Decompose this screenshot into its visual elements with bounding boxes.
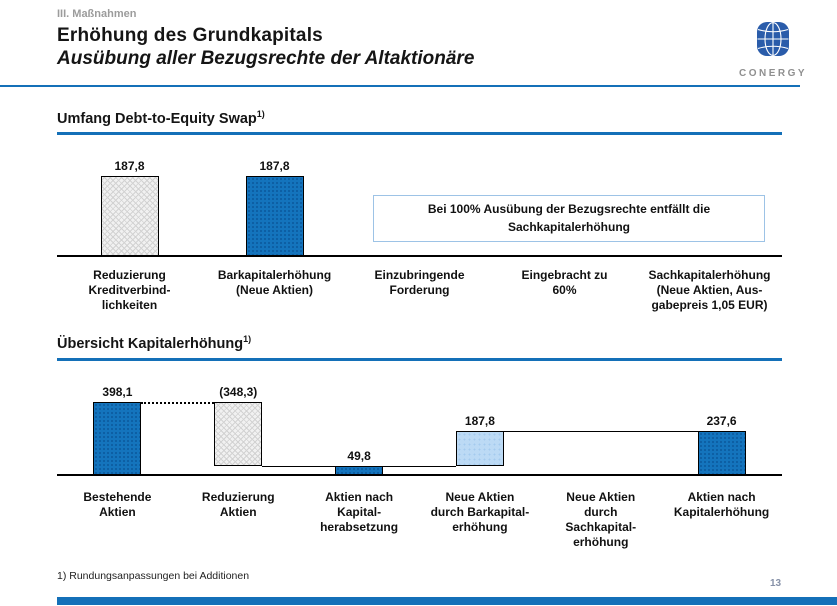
footnote: 1) Rundungsanpassungen bei Additionen xyxy=(57,570,250,582)
chart-debt-to-equity-swap xyxy=(57,150,782,350)
category-label: Neue Aktien durch Sachkapital- erhöhung xyxy=(565,490,637,549)
bar-value-label: 398,1 xyxy=(102,384,133,399)
callout-box xyxy=(373,195,765,242)
section2-heading-text: Übersicht Kapitalerhöhung xyxy=(57,335,244,352)
bar-value-label: 49,8 xyxy=(347,448,371,463)
section1-heading-footnote-ref: 1) xyxy=(256,109,265,119)
chart-kapitalerhoehung-waterfall xyxy=(57,375,782,570)
bar xyxy=(456,431,504,465)
x-axis-line xyxy=(57,255,782,257)
footer-bar xyxy=(57,597,837,605)
callout-line2: Sachkapitalerhöhung xyxy=(507,219,631,234)
category-label: Aktien nach Kapitalerhöhung xyxy=(673,490,770,519)
bar xyxy=(214,402,262,466)
bar xyxy=(698,431,746,475)
page-title: Erhöhung des Grundkapitals xyxy=(57,25,323,46)
x-axis-line xyxy=(57,474,782,476)
section1-divider xyxy=(57,132,782,135)
globe-icon xyxy=(753,49,793,66)
bar-value-label: 237,6 xyxy=(706,414,737,429)
bar-value-label: 187,8 xyxy=(114,159,145,174)
section2-heading xyxy=(57,334,251,352)
bar xyxy=(93,402,141,475)
conergy-logo xyxy=(726,20,820,79)
section1-heading-text: Umfang Debt-to-Equity Swap xyxy=(57,110,257,127)
bar xyxy=(335,466,383,475)
bar-value-label: 187,8 xyxy=(259,159,290,174)
bar xyxy=(101,176,159,256)
category-label: Sachkapitalerhöhung (Neue Aktien, Aus- gabepreis 1,05 EUR) xyxy=(648,268,771,312)
category-label: Bestehende Aktien xyxy=(83,490,152,519)
bar xyxy=(246,176,304,256)
connector-line xyxy=(504,431,698,432)
category-label: Reduzierung Aktien xyxy=(201,490,275,519)
header-divider xyxy=(0,85,800,87)
category-label: Reduzierung Kreditverbind- lichkeiten xyxy=(88,268,171,312)
breadcrumb: III. Maßnahmen xyxy=(57,8,137,20)
section2-divider xyxy=(57,358,782,361)
callout-line1: Bei 100% Ausübung der Bezugsrechte entfällt die xyxy=(427,202,711,217)
category-label: Eingebracht zu 60% xyxy=(521,268,608,297)
category-label: Barkapitalerhöhung (Neue Aktien) xyxy=(217,268,332,297)
page-subtitle: Ausübung aller Bezugsrechte der Altaktionäre xyxy=(57,48,475,69)
category-label: Neue Aktien durch Barkapital- erhöhung xyxy=(430,490,530,534)
bar-value-label: (348,3) xyxy=(219,384,258,399)
section2-heading-footnote-ref: 1) xyxy=(243,334,252,344)
category-label: Aktien nach Kapital- herabsetzung xyxy=(320,490,399,534)
bar-value-label: 187,8 xyxy=(464,414,495,429)
section1-heading xyxy=(57,109,265,127)
page-number: 13 xyxy=(770,578,782,589)
connector-line xyxy=(141,402,214,404)
category-label: Einzubringende Forderung xyxy=(374,268,465,297)
logo-wordmark: CONERGY xyxy=(738,68,808,79)
